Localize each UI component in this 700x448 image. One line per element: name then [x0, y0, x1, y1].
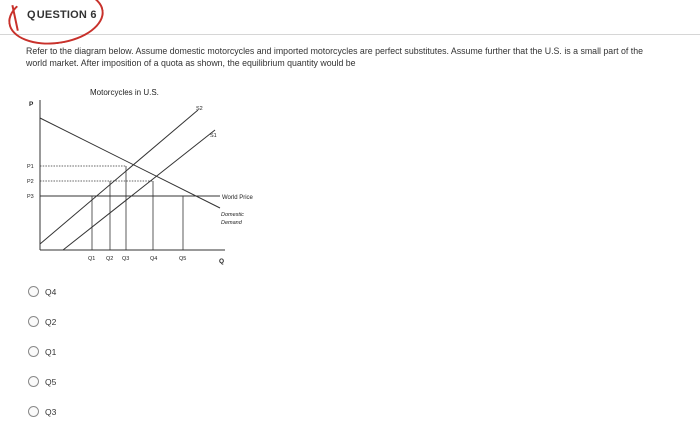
- radio-button[interactable]: [28, 406, 39, 417]
- quantity-label-q3: Q3: [122, 256, 130, 262]
- answer-option-label: Q5: [45, 376, 57, 387]
- answer-option-q4[interactable]: [28, 284, 56, 299]
- answer-option-label: Q3: [45, 406, 57, 417]
- answer-option-label: Q4: [45, 286, 57, 297]
- y-axis-label: P: [29, 101, 34, 108]
- answer-option-q2[interactable]: [28, 314, 56, 329]
- price-label-p3: P3: [27, 194, 34, 200]
- quantity-label-q1: Q1: [88, 256, 96, 262]
- domestic-demand-label-line1: Domestic: [221, 212, 244, 218]
- quantity-label-q2: Q2: [106, 256, 114, 262]
- world-price-label: World Price: [222, 195, 253, 201]
- supply-demand-diagram: [20, 82, 270, 272]
- price-label-p1: P1: [27, 164, 34, 170]
- radio-button[interactable]: [28, 346, 39, 357]
- header-divider: [0, 34, 700, 35]
- s1-label: S1: [210, 133, 217, 139]
- domestic-demand-curve: [40, 118, 220, 208]
- supply-curve-s1: [63, 130, 215, 250]
- answer-option-q3[interactable]: [28, 404, 56, 419]
- answer-options: [28, 284, 56, 434]
- radio-button[interactable]: [28, 286, 39, 297]
- price-label-p2: P2: [27, 179, 34, 185]
- quantity-label-q5: Q5: [179, 256, 187, 262]
- radio-button[interactable]: [28, 376, 39, 387]
- question-title: [27, 9, 97, 21]
- question-title-rest: UESTION 6: [36, 9, 97, 21]
- s2-label: S2: [196, 106, 203, 112]
- x-axis-label: Q: [219, 258, 225, 265]
- diagram-title: Motorcycles in U.S.: [90, 88, 159, 97]
- quantity-label-q4: Q4: [150, 256, 158, 262]
- answer-option-q5[interactable]: [28, 374, 56, 389]
- domestic-demand-label-line2: Demand: [221, 220, 242, 226]
- answer-option-label: Q2: [45, 316, 57, 327]
- question-title-initial: Q: [27, 9, 36, 21]
- answer-option-label: Q1: [45, 346, 57, 357]
- answer-option-q1[interactable]: [28, 344, 56, 359]
- radio-button[interactable]: [28, 316, 39, 327]
- question-prompt: Refer to the diagram below. Assume domestic motorcycles and imported motorcycles are perfect substitutes. Assume further that the U.S. is a small part of the world market. After imposition of a quota as shown, the equilibrium quantity would be: [26, 46, 644, 68]
